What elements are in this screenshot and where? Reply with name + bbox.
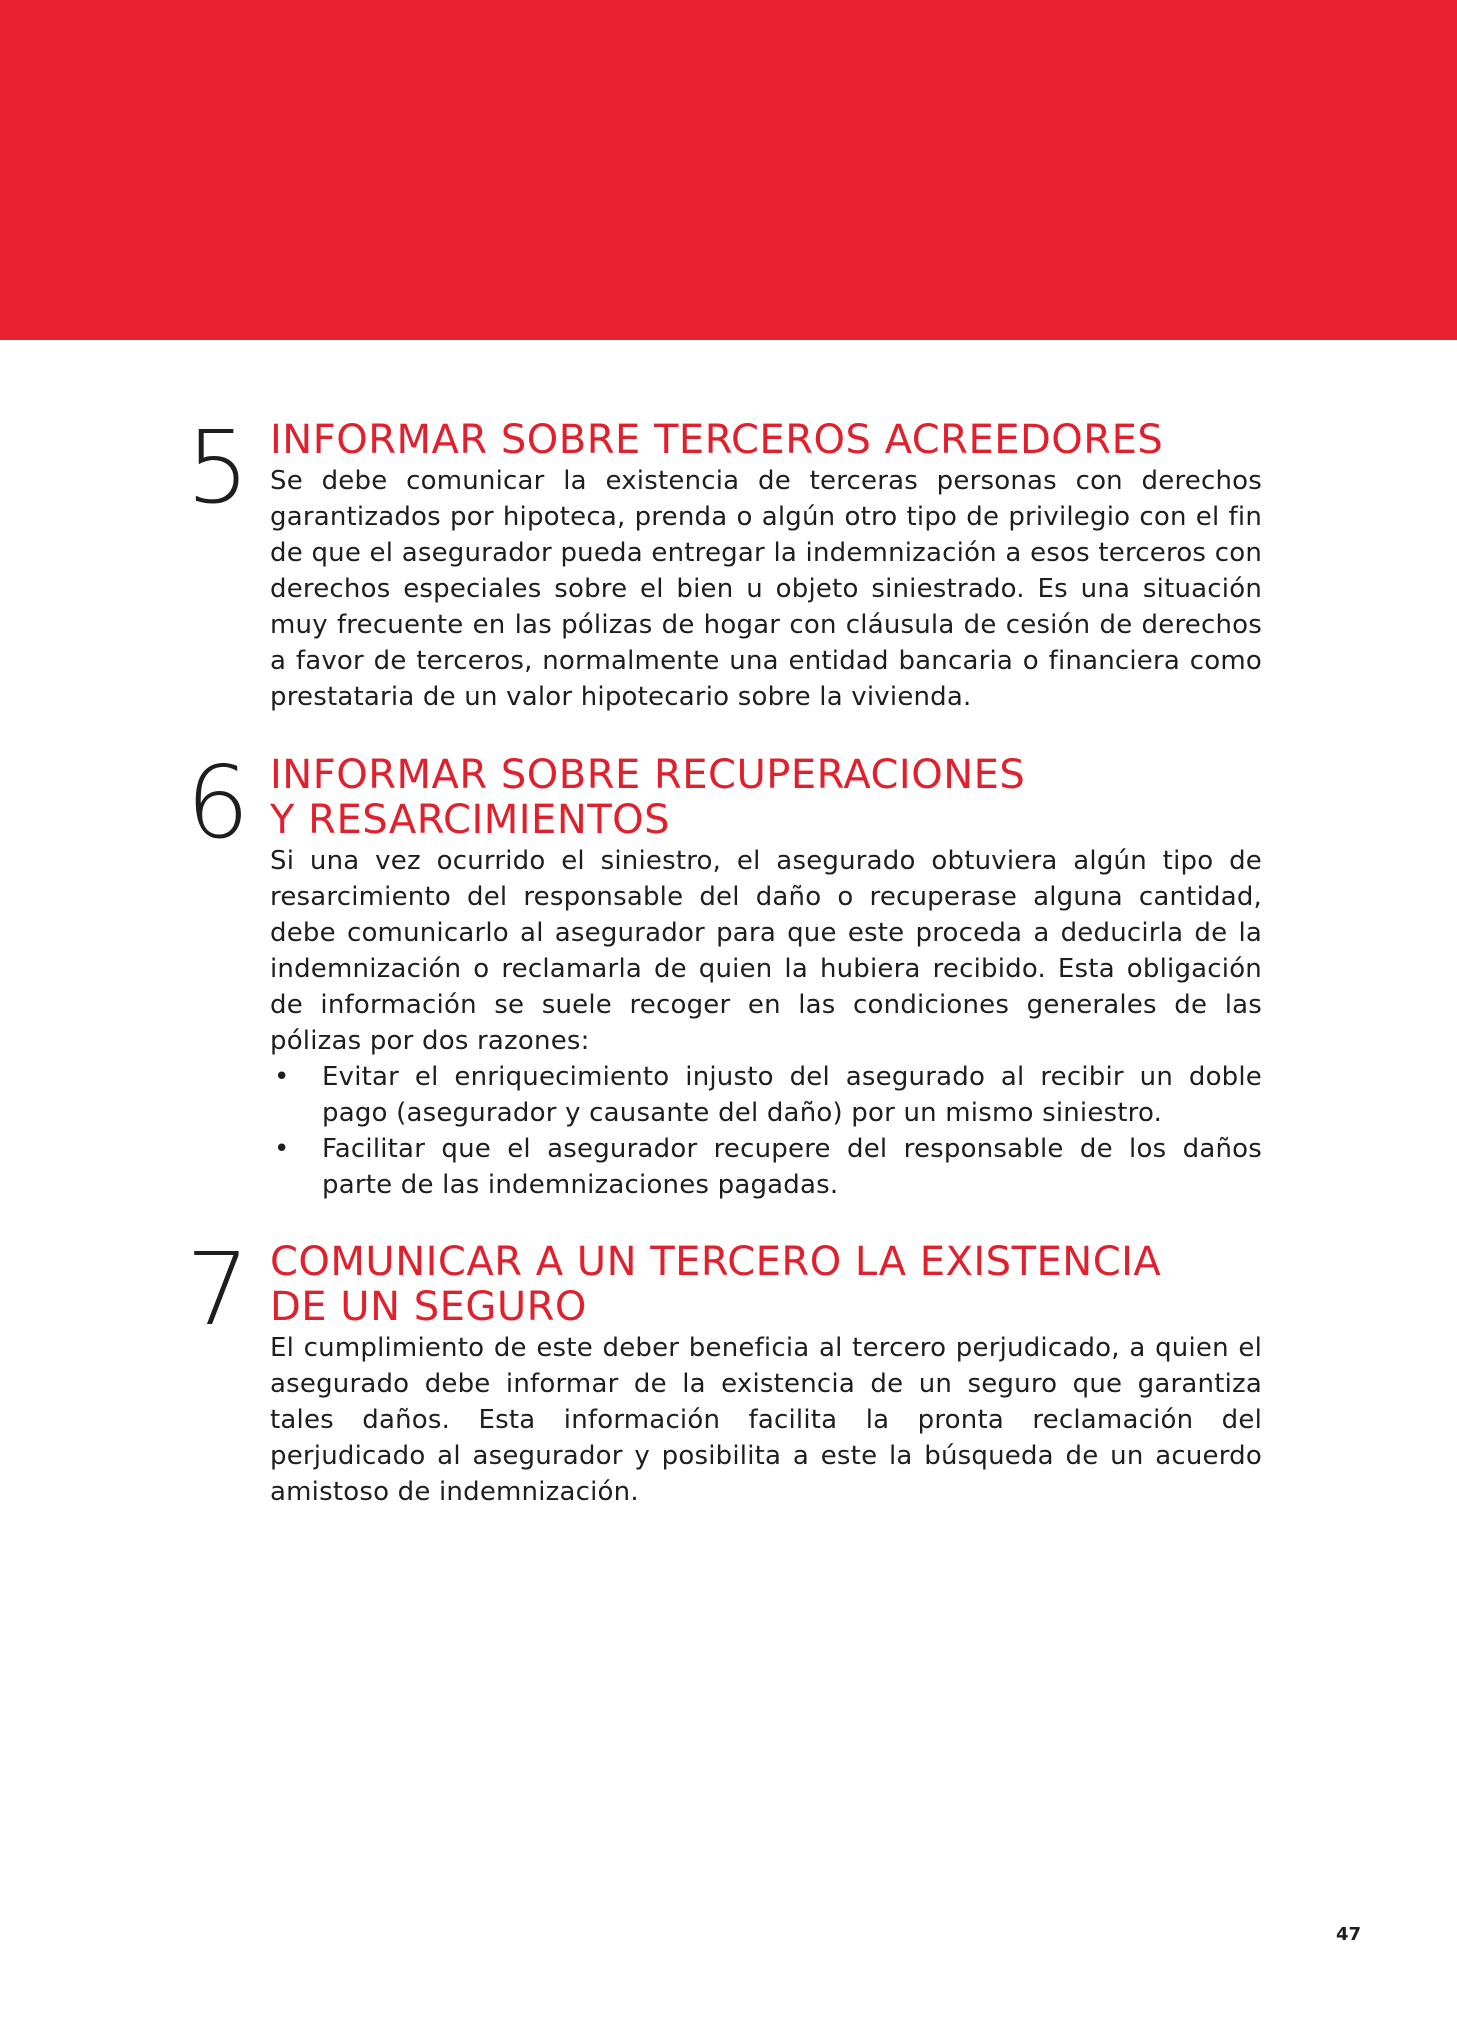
list-item-text: Facilitar que el asegurador recupere del responsable de los daños parte de las indemnizaciones pagadas. <box>322 1134 1262 1200</box>
section-body <box>270 753 1262 1203</box>
section-title-line-1: INFORMAR SOBRE RECUPERACIONES <box>270 752 1026 798</box>
section-title-line-2: DE UN SEGURO <box>270 1284 587 1330</box>
bullet-icon: • <box>274 1062 290 1092</box>
section-title-line-1: COMUNICAR A UN TERCERO LA EXISTENCIA <box>270 1239 1162 1285</box>
section-title: INFORMAR SOBRE TERCEROS ACREEDORES <box>270 417 1164 463</box>
section-title <box>270 1240 1262 1330</box>
section-number: 7 <box>186 1231 250 1348</box>
bullet-icon: • <box>274 1134 290 1164</box>
section-body <box>270 418 1262 715</box>
bullet-list <box>270 1059 1262 1203</box>
section-title <box>270 753 1262 843</box>
list-item-text: Evitar el enriquecimiento injusto del asegurado al recibir un doble pago (asegurador y causante del daño) por un mismo siniestro. <box>322 1062 1262 1128</box>
section-title-line-2: Y RESARCIMIENTOS <box>270 797 671 843</box>
section-paragraph: Si una vez ocurrido el siniestro, el asegurado obtuviera algún tipo de resarcimiento del responsable del daño o recuperase alguna cantidad, debe comunicarlo al asegurador para que este proceda a deducirla de la indemnización o reclamarla de quien la hubiera recibido. Esta obligación de información se suele recoger en las condiciones generales de las pólizas por dos razones: <box>270 846 1262 1056</box>
section-number: 6 <box>186 744 250 861</box>
list-item <box>270 1131 1262 1203</box>
section-paragraph: El cumplimiento de este deber beneficia al tercero perjudicado, a quien el asegurado debe informar de la existencia de un seguro que garantiza tales daños. Esta información facilita la pronta reclamación del perjudicado al asegurador y posibilita a este la búsqueda de un acuerdo amistoso de indemnización. <box>270 1333 1262 1507</box>
list-item <box>270 1059 1262 1131</box>
header-red-band <box>0 0 1457 340</box>
page-number: 47 <box>1336 1924 1362 1945</box>
section-paragraph: Se debe comunicar la existencia de terceras personas con derechos garantizados por hipoteca, prenda o algún otro tipo de privilegio con el fin de que el asegurador pueda entregar la indemnización a esos terceros con derechos especiales sobre el bien u objeto siniestrado. Es una situación muy frecuente en las pólizas de hogar con cláusula de cesión de derechos a favor de terceros, normalmente una entidad bancaria o financiera como prestataria de un valor hipotecario sobre la vivienda. <box>270 466 1262 712</box>
section-body <box>270 1240 1262 1510</box>
section-number: 5 <box>186 409 250 526</box>
